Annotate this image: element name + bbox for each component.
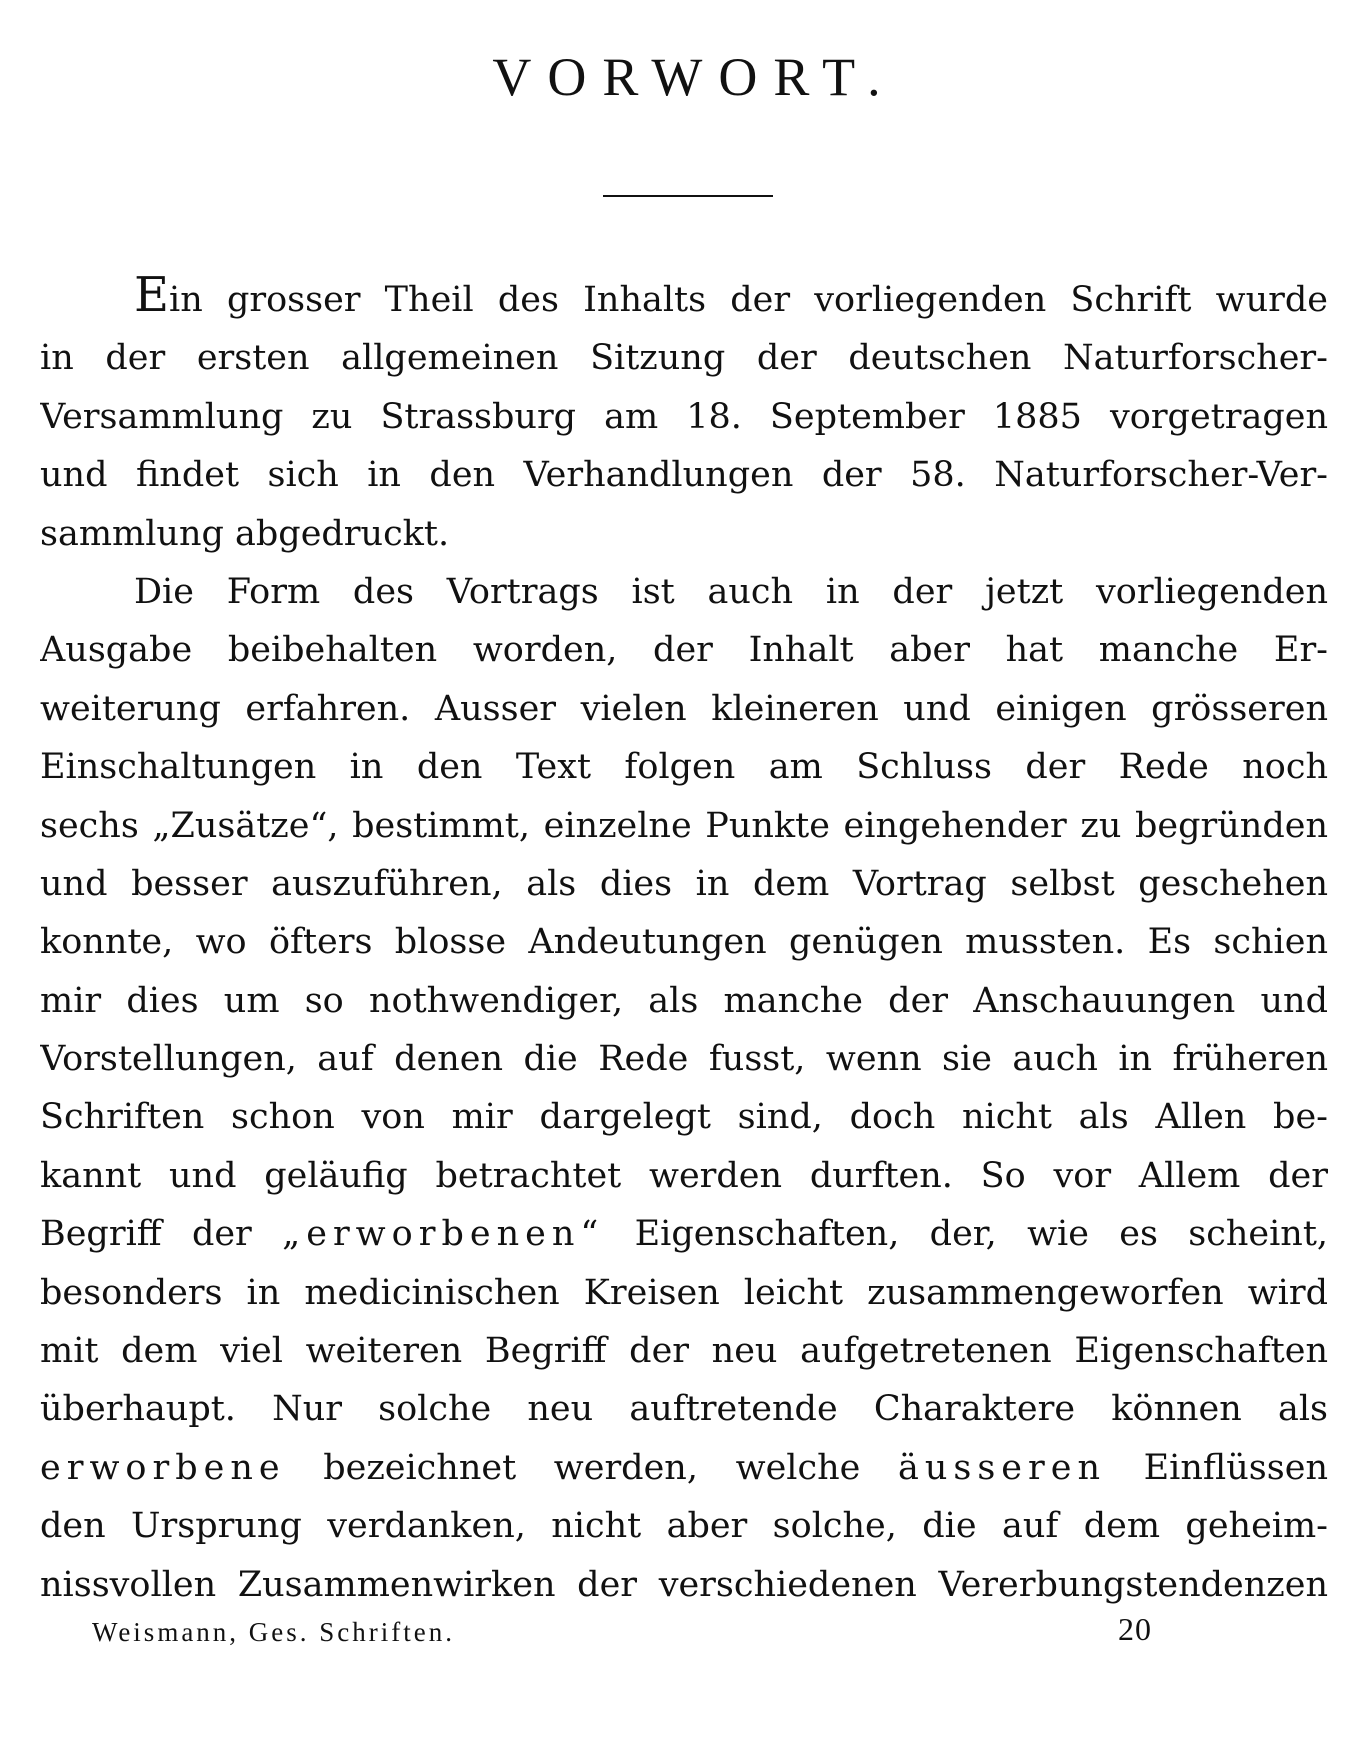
text-line: kannt und geläufig betrachtet werden durften. So vor Allem der — [40, 1155, 1328, 1196]
text-line: Vorstellungen, auf denen die Rede fusst, wenn sie auch in früheren — [40, 1039, 1328, 1080]
text-line: nissvollen Zusammenwirken der verschiedenen Vererbungstendenzen — [40, 1564, 1328, 1605]
emphasized-term: „erworbenen“ — [282, 1214, 605, 1255]
text-line: Die Form des Vortrags ist auch in der jetzt vorliegenden — [134, 571, 1328, 612]
page-title: VORWORT. — [492, 47, 897, 107]
text-line: Versammlung zu Strassburg am 18. September 1885 vorgetragen — [40, 396, 1328, 437]
emphasized-term: äusseren — [897, 1447, 1106, 1488]
text-line: Ein grosser Theil des Inhalts der vorliegenden Schrift wurde — [40, 271, 1328, 329]
text-line: Einschaltungen in den Text folgen am Schluss der Rede noch — [40, 747, 1328, 788]
text-line: erworbene bezeichnet werden, welche äusseren Einflüssen — [40, 1447, 1328, 1488]
text-line: und findet sich in den Verhandlungen der 58. Naturforscher-Ver- — [40, 455, 1328, 496]
title-rule — [603, 195, 773, 197]
body-text — [40, 271, 1328, 1614]
text-line: sechs „Zusätze“, bestimmt, einzelne Punkte eingehender zu begründen — [40, 805, 1328, 846]
text-line: sammlung abgedruckt. — [40, 513, 450, 554]
text-line: mir dies um so nothwendiger, als manche der Anschauungen und — [40, 980, 1328, 1021]
text-line: und besser auszuführen, als dies in dem Vortrag selbst geschehen — [40, 863, 1328, 904]
text-line: weiterung erfahren. Ausser vielen kleineren und einigen grösseren — [40, 688, 1328, 729]
text-line: Begriff der „erworbenen“ Eigenschaften, der, wie es scheint, — [40, 1214, 1328, 1255]
text-line: Schriften schon von mir dargelegt sind, doch nicht als Allen be- — [40, 1097, 1328, 1138]
page-number: 20 — [1118, 1611, 1152, 1647]
text-line: überhaupt. Nur solche neu auftretende Charaktere können als — [40, 1389, 1328, 1430]
text-line: Ausgabe beibehalten worden, der Inhalt aber hat manche Er- — [40, 630, 1328, 671]
text-line: in der ersten allgemeinen Sitzung der deutschen Naturforscher- — [40, 338, 1328, 379]
text-line: konnte, wo öfters blosse Andeutungen genügen mussten. Es schien — [40, 922, 1328, 963]
emphasized-term: erworbene — [40, 1447, 286, 1488]
text-line: den Ursprung verdanken, nicht aber solche, die auf dem geheim- — [40, 1506, 1328, 1547]
page-footer — [92, 1611, 1152, 1653]
drop-capital: E — [134, 271, 170, 323]
footer-signature: Weismann, Ges. Schriften. — [92, 1617, 456, 1647]
text-line: besonders in medicinischen Kreisen leicht zusammengeworfen wird — [40, 1272, 1328, 1313]
text-line: mit dem viel weiteren Begriff der neu aufgetretenen Eigenschaften — [40, 1331, 1328, 1372]
